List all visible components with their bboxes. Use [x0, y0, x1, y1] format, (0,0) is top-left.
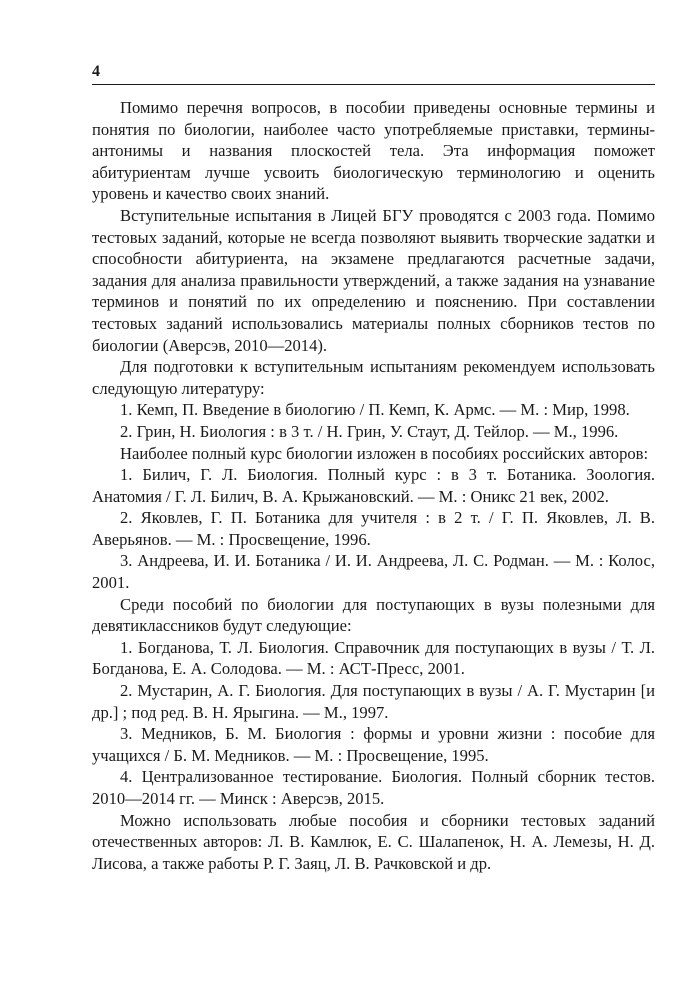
literature-item: 4. Централизованное тестирование. Биология. Полный сборник тестов. 2010—2014 гг. — Минск : Аверсэв, 2015. — [92, 767, 655, 808]
literature-item: 3. Андреева, И. И. Ботаника / И. И. Андреева, Л. С. Родман. — М. : Колос, 2001. — [92, 551, 655, 593]
paragraph-entrance-exams: Вступительные испытания в Лицей БГУ проводятся с 2003 года. Помимо тестовых заданий, которые не всегда позволяют выявить творческие задатки и способности абитуриента, на экзамене предлагаются расчетные задачи, задания для анализа правильности утверждений, а также задания на узнавание терминов и понятий по их определению и пояснению. При составлении тестовых заданий использовались материалы полных сборников тестов по биологии (Аверсэв, 2010—2014). — [92, 205, 655, 355]
literature-item: 1. Кемп, П. Введение в биологию / П. Кемп, К. Армс. — М. : Мир, 1998. — [120, 400, 630, 420]
page-body — [92, 97, 655, 874]
paragraph-intro: Помимо перечня вопросов, в пособии приведены основные термины и понятия по биологии, наиболее часто употребляемые приставки, термины-антонимы и названия плоскостей тела. Эта информация поможет абитуриентам лучше усвоить биологическую терминологию и оценить уровень и качество своих знаний. — [92, 98, 655, 204]
page-number: 4 — [92, 63, 100, 80]
header-rule — [92, 84, 655, 85]
paragraph-ninth-graders: Среди пособий по биологии для поступающих в вузы полезными для девятиклассников будут следующие: — [92, 594, 655, 636]
literature-item: 3. Медников, Б. М. Биология : формы и уровни жизни : пособие для учащихся / Б. М. Медников. — М. : Просвещение, 1995. — [92, 724, 655, 765]
literature-item: 2. Яковлев, Г. П. Ботаника для учителя : в 2 т. / Г. П. Яковлев, Л. В. Аверьянов. — М. : Просвещение, 1996. — [92, 508, 655, 549]
paragraph-recommended-literature: Для подготовки к вступительным испытаниям рекомендуем использовать следующую литературу: — [92, 357, 655, 398]
literature-item: 2. Грин, Н. Биология : в 3 т. / Н. Грин, У. Стаут, Д. Тейлор. — М., 1996. — [120, 421, 619, 441]
paragraph-domestic-authors: Можно использовать любые пособия и сборники тестовых заданий отечественных авторов: Л. В. Камлюк, Е. С. Шалапенок, Н. А. Лемезы, Н. Д. Лисова, а также работы Р. Г. Заяц, Л. В. Рачковской и др. — [92, 810, 655, 873]
literature-item: 1. Билич, Г. Л. Биология. Полный курс : в 3 т. Ботаника. Зоология. Анатомия / Г. Л. Билич, В. А. Крыжановский. — М. : Оникс 21 век, 2002. — [92, 465, 655, 506]
literature-item: 1. Богданова, Т. Л. Биология. Справочник для поступающих в вузы / Т. Л. Богданова, Е. А. Солодова. — М. : АСТ-Пресс, 2001. — [92, 637, 655, 679]
paragraph-russian-authors: Наиболее полный курс биологии изложен в пособиях российских авторов: — [120, 443, 649, 463]
literature-item: 2. Мустарин, А. Г. Биология. Для поступающих в вузы / А. Г. Мустарин [и др.] ; под ред. В. Н. Ярыгина. — М., 1997. — [92, 681, 655, 722]
